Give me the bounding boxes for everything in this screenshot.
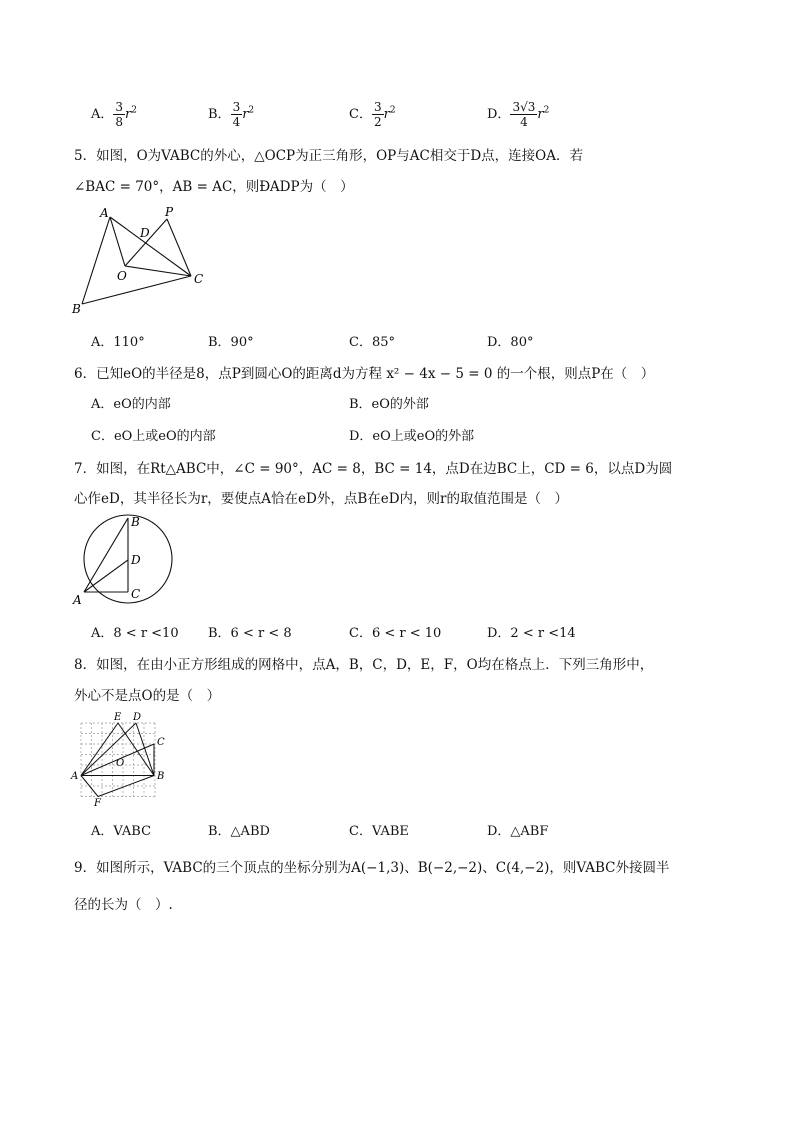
q6-option-c[interactable]: C．eO上或eO的内部 bbox=[91, 429, 216, 444]
segment-ao bbox=[110, 217, 125, 266]
label-p: P bbox=[165, 205, 174, 219]
q4-option-b-label: B． bbox=[208, 107, 231, 122]
fraction: $\frac{3√3}{4}$ bbox=[512, 100, 536, 129]
fraction: $\frac{3}{8}$ bbox=[115, 100, 124, 129]
label-o: O bbox=[117, 269, 127, 283]
q5-figure bbox=[70, 203, 210, 318]
q8-stem-line1: 8．如图，在由小正方形组成的网格中，点A，B，C，D，E，F，O均在格点上．下列三角形中， bbox=[74, 657, 654, 673]
q5-option-a[interactable]: A．110° bbox=[91, 335, 145, 350]
q8-option-a[interactable]: A．VABC bbox=[91, 824, 152, 839]
label-d: D bbox=[140, 226, 150, 240]
segment-ad bbox=[81, 723, 136, 776]
fraction: $\frac{3}{2}$ bbox=[373, 100, 382, 129]
label-c: C bbox=[157, 737, 165, 748]
q5-option-b[interactable]: B．90° bbox=[208, 335, 254, 350]
label-c: C bbox=[131, 587, 141, 601]
label-a: A bbox=[100, 206, 109, 220]
q7-option-b[interactable]: B．6 < r < 8 bbox=[208, 626, 292, 641]
q4-option-a[interactable]: A． $\frac{3}{8}$ $r^2$ bbox=[91, 100, 137, 129]
segment-db bbox=[136, 723, 154, 776]
q7-stem-line1: 7．如图，在Rt△ABC中，∠C = 90°，AC = 8，BC = 14，点D在边BC上，CD = 6，以点D为圆 bbox=[74, 461, 673, 477]
q6-stem: 6．已知eO的半径是8，点P到圆心O的距离d为方程 x² − 4x − 5 = 0 的一个根，则点P在（ ） bbox=[74, 366, 655, 382]
segment-oc bbox=[125, 266, 191, 276]
segment-ab bbox=[84, 518, 128, 592]
q8-stem-line2: 外心不是点O的是（ ） bbox=[74, 688, 221, 704]
segment-ad bbox=[84, 560, 128, 592]
label-d: D bbox=[131, 553, 141, 567]
segment-ab bbox=[82, 217, 110, 304]
q9-stem-line1: 9．如图所示，VABC的三个顶点的坐标分别为A(−1,3)、B(−2,−2)、C(4,−2)，则VABC外接圆半 bbox=[74, 860, 670, 876]
label-o: O bbox=[116, 758, 125, 769]
label-a: A bbox=[71, 771, 79, 782]
segment-bc bbox=[82, 276, 191, 304]
label-b: B bbox=[157, 771, 165, 782]
q4-option-d-label: D． bbox=[487, 107, 511, 122]
q5-stem-line1: 5．如图，O为VABC的外心，△OCP为正三角形，OP与AC相交于D点，连接OA．若 bbox=[74, 148, 583, 164]
q8-option-b[interactable]: B．△ABD bbox=[208, 824, 270, 839]
q7-stem-line2: 心作eD，其半径长为r，要使点A恰在eD外，点B在eD内，则r的取值范围是（ ） bbox=[74, 491, 569, 507]
q5-option-c[interactable]: C．85° bbox=[349, 335, 395, 350]
label-f: F bbox=[94, 798, 101, 808]
fraction: $\frac{3}{4}$ bbox=[232, 100, 241, 129]
q6-option-b[interactable]: B．eO的外部 bbox=[349, 397, 429, 412]
q4-option-c-label: C． bbox=[349, 107, 372, 122]
q4-option-b[interactable]: B． $\frac{3}{4}$ $r^2$ bbox=[208, 100, 255, 129]
label-c: C bbox=[194, 272, 204, 286]
q4-option-a-label: A． bbox=[91, 107, 114, 122]
segment-af bbox=[81, 776, 98, 797]
q7-option-a[interactable]: A．8 < r <10 bbox=[91, 626, 179, 641]
q8-figure bbox=[70, 710, 170, 808]
q8-option-c[interactable]: C．VABE bbox=[349, 824, 409, 839]
q7-option-d[interactable]: D．2 < r <14 bbox=[487, 626, 576, 641]
q5-option-d[interactable]: D．80° bbox=[487, 335, 534, 350]
q6-option-a[interactable]: A．eO的内部 bbox=[91, 397, 171, 412]
label-d: D bbox=[133, 712, 142, 723]
label-a: A bbox=[73, 593, 82, 607]
q4-option-c[interactable]: C． $\frac{3}{2}$ $r^2$ bbox=[349, 100, 396, 129]
q8-option-d[interactable]: D．△ABF bbox=[487, 824, 549, 839]
label-b: B bbox=[72, 302, 81, 316]
q7-option-c[interactable]: C．6 < r < 10 bbox=[349, 626, 442, 641]
q6-option-d[interactable]: D．eO上或eO的外部 bbox=[349, 429, 475, 444]
q5-stem-line2: ∠BAC = 70°，AB = AC，则ÐADP为（ ） bbox=[74, 179, 354, 195]
label-b: B bbox=[131, 515, 140, 529]
q9-stem-line2: 径的长为（ ）. bbox=[74, 897, 173, 913]
q4-option-d[interactable]: D． $\frac{3√3}{4}$ $r^2$ bbox=[487, 100, 550, 129]
label-e: E bbox=[114, 712, 122, 723]
q7-figure bbox=[70, 512, 180, 610]
